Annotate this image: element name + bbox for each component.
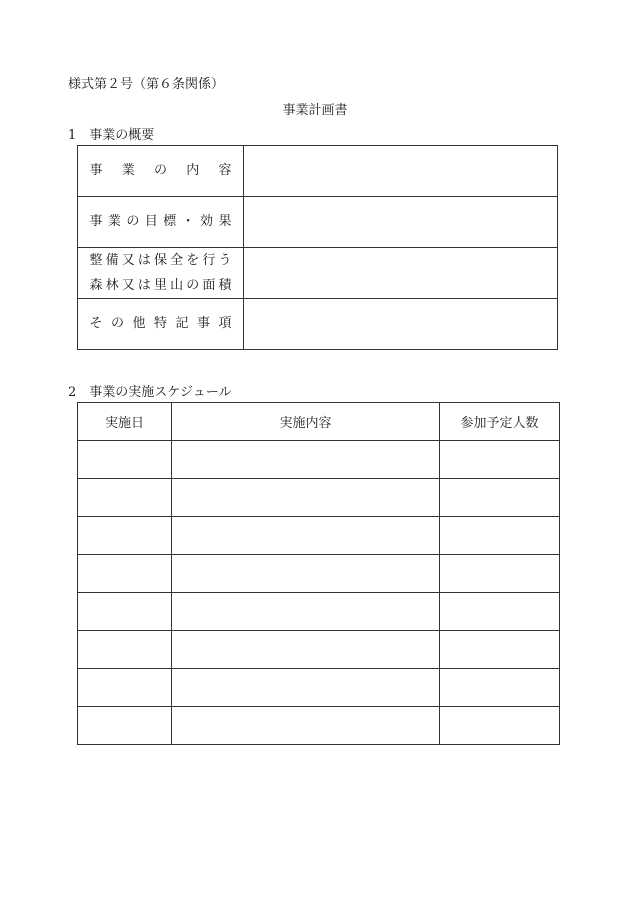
date-cell[interactable] — [78, 669, 172, 707]
schedule-row — [78, 669, 560, 707]
participants-cell[interactable] — [440, 555, 560, 593]
date-cell[interactable] — [78, 479, 172, 517]
participants-cell[interactable] — [440, 631, 560, 669]
schedule-header-row — [78, 403, 560, 441]
overview-label — [78, 248, 244, 299]
participants-cell[interactable] — [440, 517, 560, 555]
participants-cell[interactable] — [440, 669, 560, 707]
content-cell[interactable] — [172, 479, 440, 517]
overview-label-text: その他特記事項 — [89, 316, 232, 331]
form-number: 様式第２号（第６条関係） — [68, 77, 225, 92]
overview-section-heading: 1 事業の概要 — [68, 128, 155, 143]
overview-label — [78, 197, 244, 248]
overview-label-text: 整備又は保全を行う — [89, 253, 232, 268]
overview-row — [78, 299, 558, 350]
schedule-row — [78, 593, 560, 631]
schedule-row — [78, 479, 560, 517]
overview-value-cell[interactable] — [244, 299, 558, 350]
participants-cell[interactable] — [440, 593, 560, 631]
overview-row — [78, 146, 558, 197]
overview-label-text: 事業の内容 — [89, 163, 232, 178]
overview-label-text: 森林又は里山の面積 — [89, 278, 232, 293]
column-header-date: 実施日 — [78, 403, 172, 441]
column-header-content: 実施内容 — [172, 403, 440, 441]
date-cell[interactable] — [78, 517, 172, 555]
overview-label — [78, 299, 244, 350]
date-cell[interactable] — [78, 555, 172, 593]
column-header-participants: 参加予定人数 — [440, 403, 560, 441]
schedule-table — [77, 402, 560, 745]
schedule-row — [78, 707, 560, 745]
overview-label — [78, 146, 244, 197]
schedule-row — [78, 517, 560, 555]
date-cell[interactable] — [78, 441, 172, 479]
content-cell[interactable] — [172, 669, 440, 707]
participants-cell[interactable] — [440, 441, 560, 479]
schedule-row — [78, 555, 560, 593]
overview-value-cell[interactable] — [244, 248, 558, 299]
document-title: 事業計画書 — [282, 103, 348, 118]
overview-value-cell[interactable] — [244, 146, 558, 197]
participants-cell[interactable] — [440, 479, 560, 517]
overview-row — [78, 197, 558, 248]
overview-table — [77, 145, 558, 350]
date-cell[interactable] — [78, 631, 172, 669]
content-cell[interactable] — [172, 707, 440, 745]
schedule-row — [78, 631, 560, 669]
content-cell[interactable] — [172, 555, 440, 593]
content-cell[interactable] — [172, 517, 440, 555]
content-cell[interactable] — [172, 631, 440, 669]
date-cell[interactable] — [78, 593, 172, 631]
schedule-row — [78, 441, 560, 479]
schedule-section-heading: 2 事業の実施スケジュール — [68, 385, 232, 400]
content-cell[interactable] — [172, 593, 440, 631]
overview-value-cell[interactable] — [244, 197, 558, 248]
participants-cell[interactable] — [440, 707, 560, 745]
date-cell[interactable] — [78, 707, 172, 745]
overview-label-text: 事業の目標・効果 — [89, 214, 232, 229]
overview-row — [78, 248, 558, 299]
content-cell[interactable] — [172, 441, 440, 479]
